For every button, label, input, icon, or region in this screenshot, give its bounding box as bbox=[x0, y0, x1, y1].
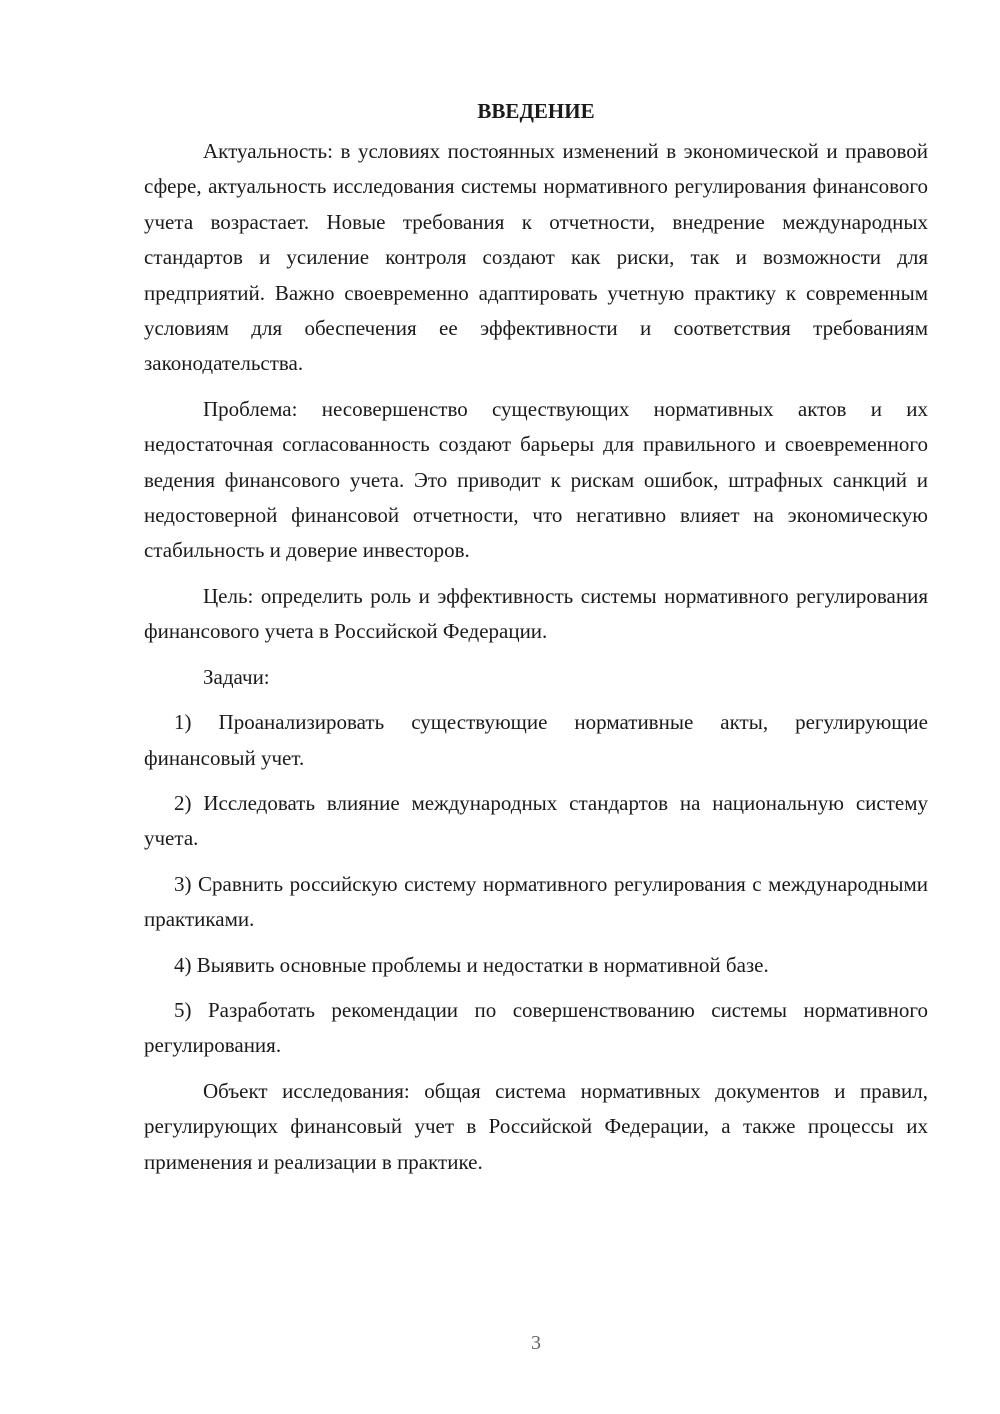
problem-paragraph: Проблема: несовершенство существующих нормативных актов и их недостаточная согласованность создают барьеры для правильного и своевременного ведения финансового учета. Это приводит к рискам ошибок, штрафных санкций и недостоверной финансовой отчетности, что негативно влияет на экономическую стабильность и доверие инвесторов. bbox=[144, 396, 928, 563]
section-heading: ВВЕДЕНИЕ bbox=[477, 99, 595, 123]
task-item: 1) Проанализировать существующие нормативные акты, регулирующие финансовый учет. bbox=[144, 710, 928, 770]
task-item: 3) Сравнить российскую систему нормативного регулирования с международными практиками. bbox=[144, 871, 928, 932]
page-number: 3 bbox=[531, 1332, 541, 1354]
relevance-paragraph: Актуальность: в условиях постоянных изменений в экономической и правовой сфере, актуальность исследования системы нормативного регулирования финансового учета возрастает. Новые требования к отчетности, внедрение международных стандартов и усиление контроля создают как риски, так и возможности для предприятий. Важно своевременно адаптировать учетную практику к современным условиям для обеспечения ее эффективности и соответствия требованиям законодательства. bbox=[144, 139, 928, 376]
document-body bbox=[144, 92, 928, 1190]
tasks-list bbox=[144, 705, 928, 1064]
object-paragraph: Объект исследования: общая система нормативных документов и правил, регулирующих финансовый учет в Российской Федерации, а также процессы их применения и реализации в практике. bbox=[144, 1078, 928, 1174]
task-item: 2) Исследовать влияние международных стандартов на национальную систему учета. bbox=[144, 790, 928, 851]
task-item: 4) Выявить основные проблемы и недостатки в нормативной базе. bbox=[174, 952, 769, 977]
task-item: 5) Разработать рекомендации по совершенствованию системы нормативного регулирования. bbox=[144, 997, 928, 1058]
tasks-label: Задачи: bbox=[203, 664, 270, 689]
goal-paragraph: Цель: определить роль и эффективность системы нормативного регулирования финансового учета в Российской Федерации. bbox=[144, 583, 928, 644]
